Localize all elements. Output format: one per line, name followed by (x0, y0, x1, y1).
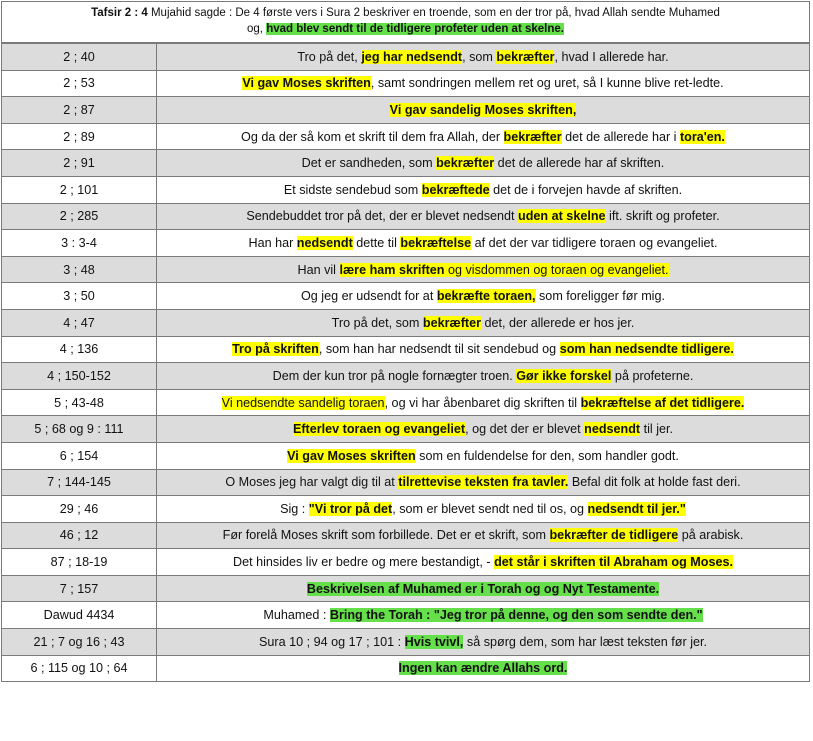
verse-text (157, 416, 810, 443)
highlighted-text: bekræftede (421, 182, 490, 197)
plain-text: Før forelå Moses skrift som forbillede. Det er et skrift, som (222, 528, 550, 543)
plain-text: Tro på det, som (331, 315, 423, 330)
verse-text (157, 123, 810, 150)
highlighted-text: Vi gav Moses skriften (242, 76, 371, 91)
verse-text (157, 309, 810, 336)
header-label: Tafsir 2 : 4 (91, 7, 148, 19)
highlighted-text: lære ham skriften (339, 262, 445, 277)
highlighted-text: Vi nedsendte sandelig toraen (221, 395, 385, 410)
document-table (1, 1, 810, 682)
verse-text (157, 283, 810, 310)
header-cell (1, 1, 810, 43)
plain-text: af det der var tidligere toraen og evangeliet. (471, 235, 718, 250)
verse-reference: 4 ; 136 (2, 336, 157, 363)
verse-reference: 7 ; 144-145 (2, 469, 157, 496)
verse-text (157, 336, 810, 363)
plain-text: det, der allerede er hos jer. (481, 315, 635, 330)
verse-text (157, 442, 810, 469)
plain-text: Det hinsides liv er bedre og mere bestandigt, - (233, 555, 495, 570)
verse-reference: 6 ; 115 og 10 ; 64 (2, 655, 157, 682)
verse-reference: 4 ; 150-152 (2, 363, 157, 390)
plain-text: det de allerede har af skriften. (494, 156, 665, 171)
verse-text (157, 70, 810, 97)
verse-text (157, 496, 810, 523)
header-highlight: hvad blev sendt til de tidligere profeter uden at skelne. (266, 23, 564, 35)
verse-text (157, 150, 810, 177)
highlighted-text: det står i skriften til Abraham og Moses. (494, 555, 733, 570)
highlighted-text: bekræftelse af det tidligere. (580, 395, 745, 410)
highlighted-text: nedsendt (296, 235, 353, 250)
highlighted-text: Beskrivelsen af Muhamed er i Torah og og Nyt Testamente. (306, 581, 660, 596)
highlighted-text: tora'en. (679, 129, 725, 144)
verse-reference: 6 ; 154 (2, 442, 157, 469)
table-row (2, 389, 810, 416)
plain-text: det de i forvejen havde af skriften. (489, 182, 683, 197)
highlighted-text: uden at skelne (518, 209, 606, 224)
verse-text (157, 602, 810, 629)
verse-reference: 2 ; 285 (2, 203, 157, 230)
table-row (2, 256, 810, 283)
plain-text: Et sidste sendebud som (283, 182, 422, 197)
verse-reference: 2 ; 89 (2, 123, 157, 150)
verse-text (157, 97, 810, 124)
verse-reference: 3 : 3-4 (2, 230, 157, 257)
plain-text: Han vil (297, 262, 340, 277)
table-row (2, 469, 810, 496)
table-row (2, 150, 810, 177)
verse-reference: 29 ; 46 (2, 496, 157, 523)
plain-text: til jer. (640, 422, 674, 437)
plain-text: , som han har nedsendt til sit sendebud og (318, 342, 560, 357)
verse-reference: 2 ; 101 (2, 176, 157, 203)
plain-text: , samt sondringen mellem ret og uret, så I kunne blive ret-ledte. (370, 76, 724, 91)
table-row (2, 336, 810, 363)
highlighted-text: og visdommen og toraen og evangeliet. (444, 262, 669, 277)
verse-reference: Dawud 4434 (2, 602, 157, 629)
table-row (2, 629, 810, 656)
verse-reference: 3 ; 48 (2, 256, 157, 283)
highlighted-text: nedsendt til jer." (587, 501, 686, 516)
highlighted-text: Gør ikke forskel (516, 368, 612, 383)
table-row (2, 549, 810, 576)
plain-text: Og jeg er udsendt for at (301, 289, 437, 304)
verse-reference: 2 ; 40 (2, 44, 157, 71)
plain-text: Sendebuddet tror på det, der er blevet nedsendt (246, 209, 519, 224)
header-text: Mujahid sagde : De 4 første vers i Sura 2 beskriver en troende, som en der tror på, hvad Allah sendte Muhamed (147, 7, 720, 19)
plain-text: som en fuldendelse for den, som handler godt. (415, 448, 679, 463)
plain-text: så spørg dem, som har læst teksten før jer. (463, 634, 707, 649)
plain-text: Sura 10 ; 94 og 17 ; 101 : (258, 634, 405, 649)
verse-text (157, 363, 810, 390)
highlighted-text: Efterlev toraen og evangeliet (292, 422, 466, 437)
plain-text: , som er blevet sendt ned til os, og (392, 501, 588, 516)
table-row (2, 309, 810, 336)
table-row (2, 123, 810, 150)
verse-text (157, 575, 810, 602)
verse-text (157, 203, 810, 230)
plain-text: Det er sandheden, som (301, 156, 437, 171)
highlighted-text: Ingen kan ændre Allahs ord. (398, 661, 568, 676)
plain-text: Han har (248, 235, 297, 250)
highlighted-text: tilrettevise teksten fra tavler. (398, 475, 569, 490)
verse-text (157, 44, 810, 71)
verse-reference: 46 ; 12 (2, 522, 157, 549)
table-row (2, 283, 810, 310)
verse-text (157, 655, 810, 682)
highlighted-text: bekræfter (436, 156, 495, 171)
plain-text: , og vi har åbenbaret dig skriften til (384, 395, 581, 410)
highlighted-text: Tro på skriften (232, 342, 319, 357)
plain-text: , og det der er blevet (465, 422, 585, 437)
plain-text: Dem der kun tror på nogle fornægter troen. (272, 368, 517, 383)
highlighted-text: Hvis tvivl, (404, 634, 464, 649)
highlighted-text: Vi gav sandelig Moses skriften, (389, 102, 577, 117)
plain-text: , som (462, 49, 497, 64)
plain-text: Tro på det, (297, 49, 362, 64)
header-text-2: og, (247, 23, 267, 35)
table-row (2, 602, 810, 629)
plain-text: O Moses jeg har valgt dig til at (225, 475, 399, 490)
plain-text: ift. skrift og profeter. (605, 209, 720, 224)
plain-text: på arabisk. (678, 528, 744, 543)
plain-text: på profeterne. (611, 368, 694, 383)
plain-text: Befal dit folk at holde fast deri. (568, 475, 741, 490)
highlighted-text: bekræfter (503, 129, 562, 144)
table-row (2, 575, 810, 602)
verse-reference: 2 ; 53 (2, 70, 157, 97)
verse-reference: 5 ; 43-48 (2, 389, 157, 416)
highlighted-text: nedsendt (584, 422, 641, 437)
table-row (2, 363, 810, 390)
table-row (2, 522, 810, 549)
table-row (2, 70, 810, 97)
verse-reference: 2 ; 91 (2, 150, 157, 177)
verse-text (157, 389, 810, 416)
table-row (2, 176, 810, 203)
table-row (2, 655, 810, 682)
highlighted-text: bekræfte toraen, (436, 289, 536, 304)
highlighted-text: "Vi tror på det (308, 501, 393, 516)
table-row (2, 496, 810, 523)
plain-text: dette til (352, 235, 401, 250)
table-row (2, 203, 810, 230)
table-row (2, 230, 810, 257)
verse-text (157, 176, 810, 203)
table-row (2, 97, 810, 124)
plain-text: Og da der så kom et skrift til dem fra Allah, der (241, 129, 504, 144)
verse-reference: 3 ; 50 (2, 283, 157, 310)
verse-reference: 87 ; 18-19 (2, 549, 157, 576)
verse-reference: 7 ; 157 (2, 575, 157, 602)
verse-reference: 21 ; 7 og 16 ; 43 (2, 629, 157, 656)
verse-reference: 2 ; 87 (2, 97, 157, 124)
highlighted-text: bekræfter (422, 315, 481, 330)
verse-table (1, 43, 810, 682)
table-row (2, 416, 810, 443)
verse-reference: 4 ; 47 (2, 309, 157, 336)
highlighted-text: bekræftelse (400, 235, 472, 250)
verse-text (157, 549, 810, 576)
verse-text (157, 522, 810, 549)
plain-text: det de allerede har i (561, 129, 680, 144)
highlighted-text: Bring the Torah : "Jeg tror på denne, og den som sendte den." (329, 608, 703, 623)
verse-text (157, 629, 810, 656)
plain-text: Sig : (280, 501, 309, 516)
plain-text: , hvad I allerede har. (554, 49, 669, 64)
highlighted-text: bekræfter de tidligere (549, 528, 679, 543)
verse-text (157, 469, 810, 496)
plain-text: som foreligger før mig. (535, 289, 665, 304)
table-row (2, 44, 810, 71)
plain-text: Muhamed : (263, 608, 330, 623)
table-row (2, 442, 810, 469)
highlighted-text: som han nedsendte tidligere. (559, 342, 734, 357)
highlighted-text: bekræfter (496, 49, 555, 64)
highlighted-text: jeg har nedsendt (361, 49, 463, 64)
verse-text (157, 230, 810, 257)
verse-text (157, 256, 810, 283)
verse-reference: 5 ; 68 og 9 : 111 (2, 416, 157, 443)
highlighted-text: Vi gav Moses skriften (287, 448, 416, 463)
